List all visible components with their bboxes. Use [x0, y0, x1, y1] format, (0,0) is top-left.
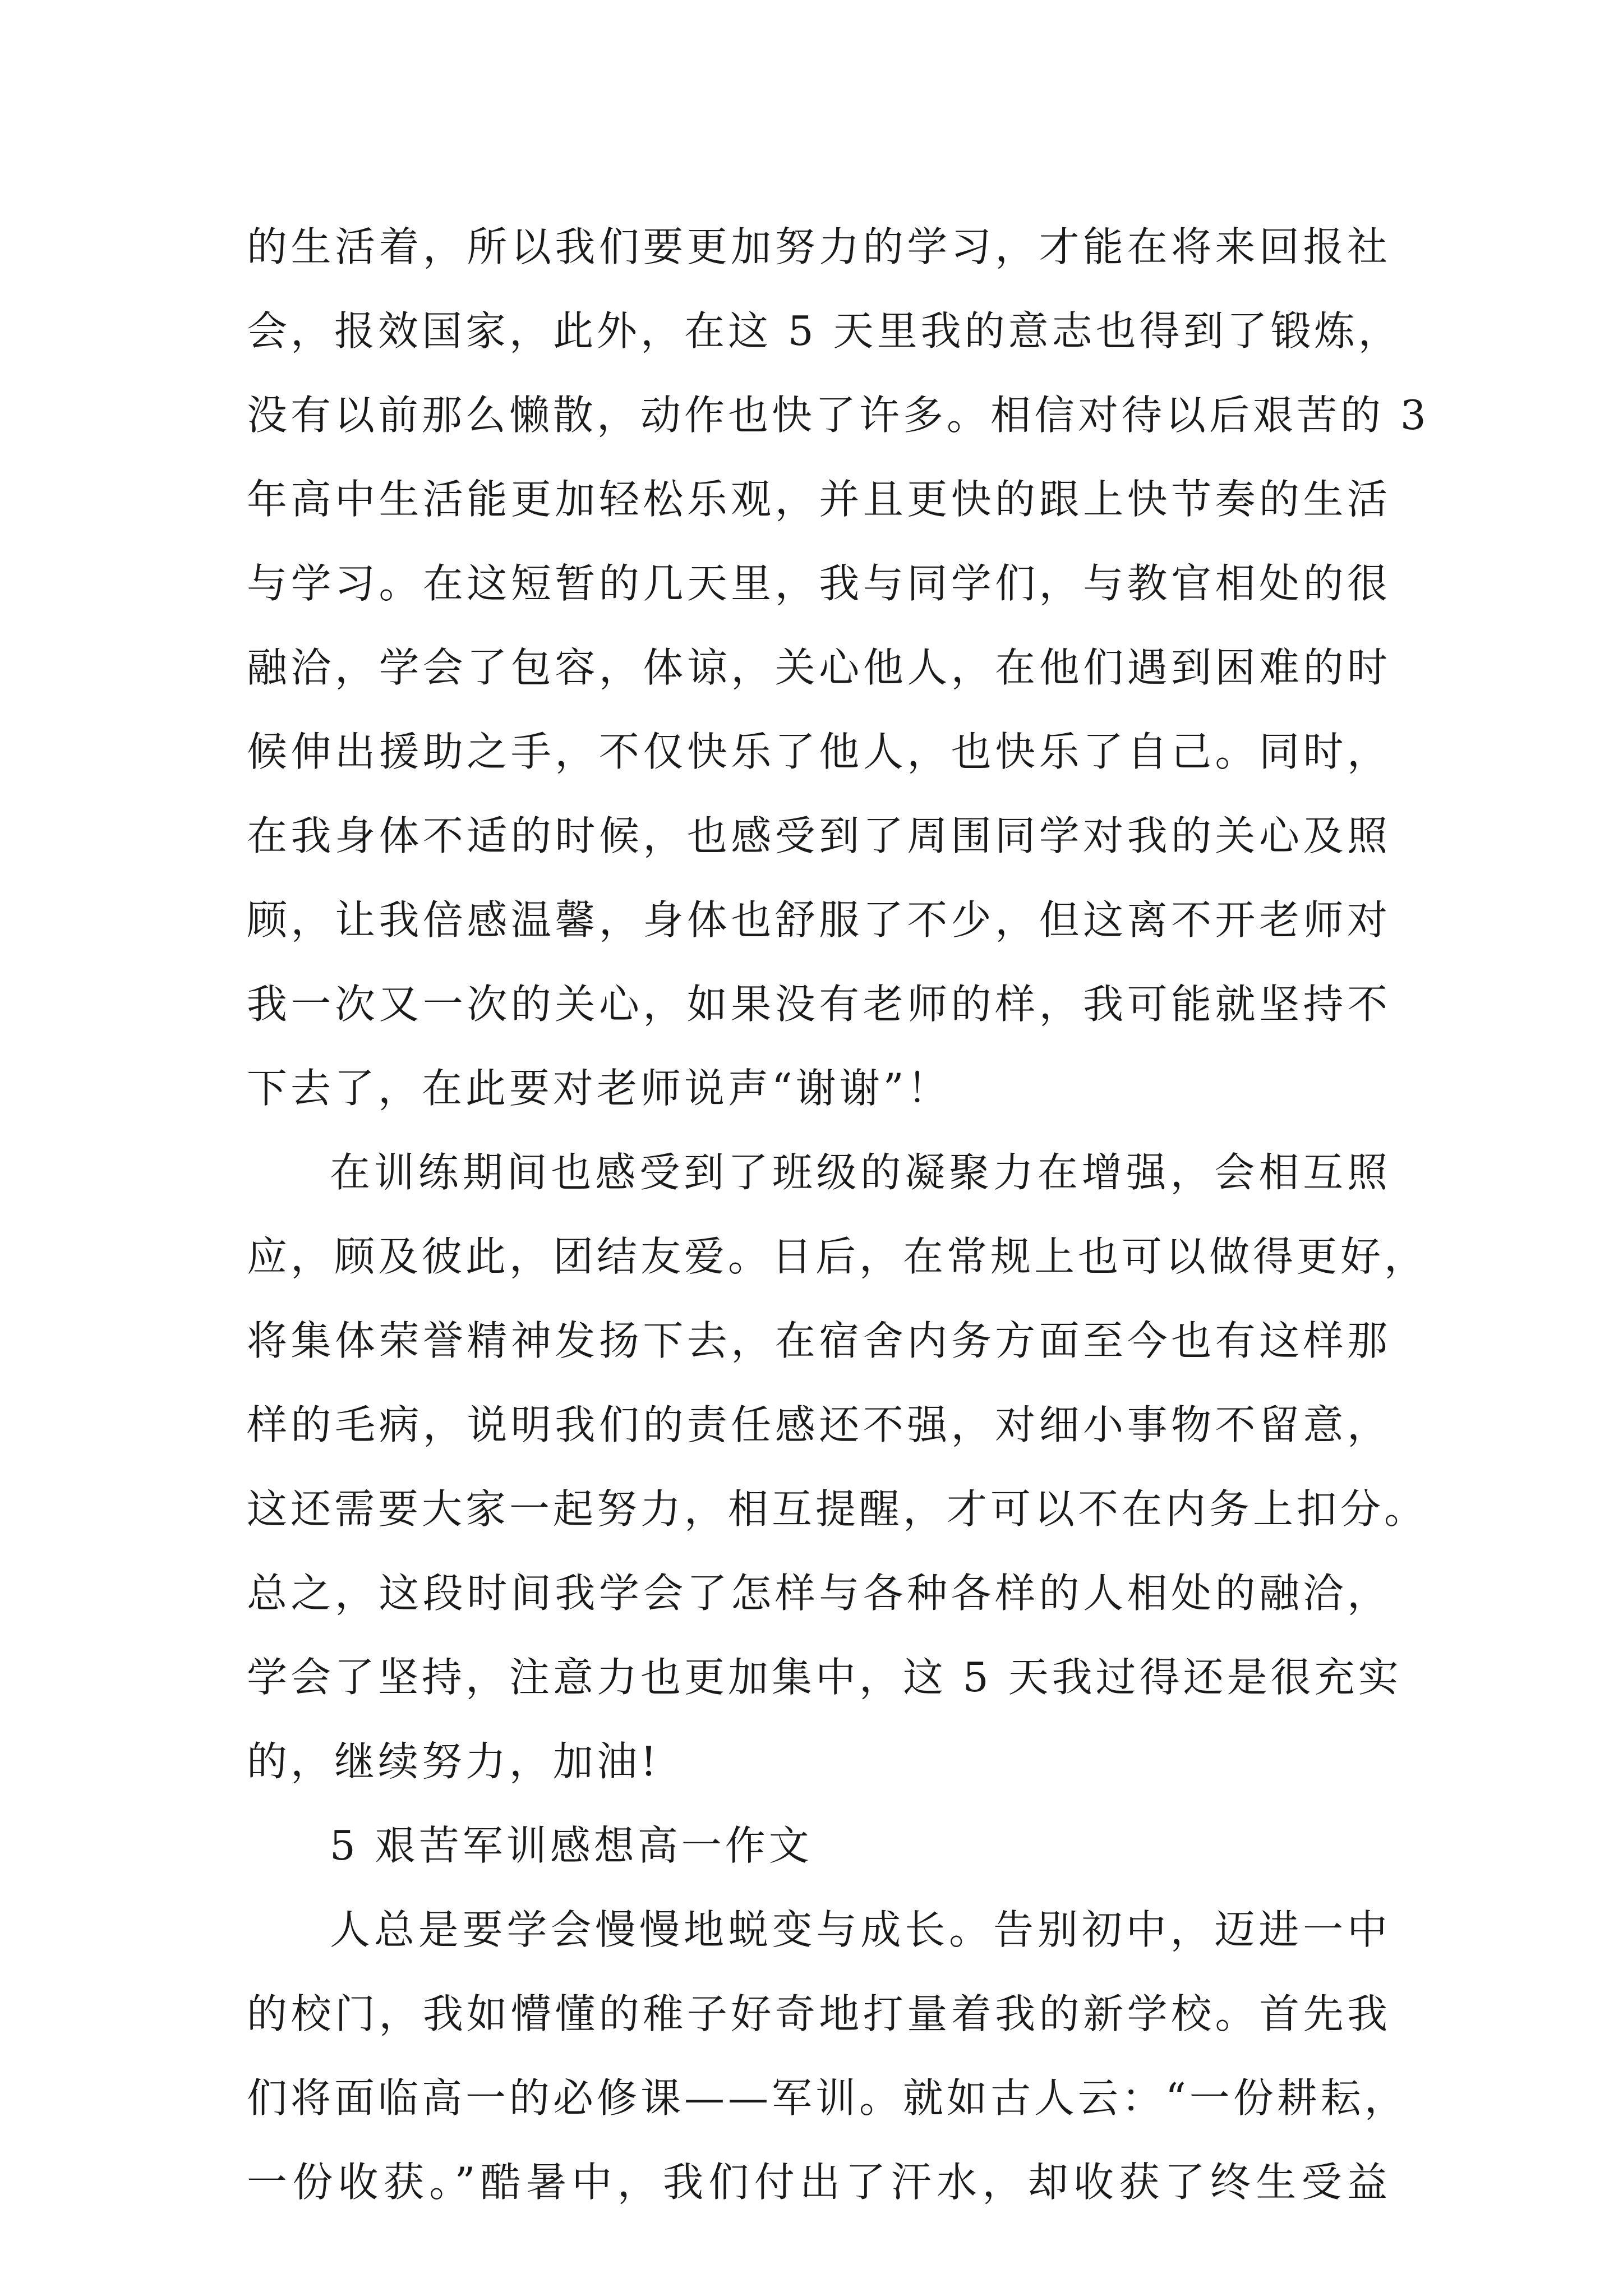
- text-line: 年高中生活能更加轻松乐观，并且更快的跟上快节奏的生活: [247, 476, 1391, 523]
- document-body: [247, 205, 1430, 2224]
- text-line: 应，顾及彼此，团结友爱。日后，在常规上也可以做得更好，: [247, 1233, 1428, 1280]
- section-title: 5 艰苦军训感想高一作文: [330, 1822, 813, 1869]
- text-line: 样的毛病，说明我们的责任感还不强，对细小事物不留意，: [247, 1401, 1391, 1448]
- text-line: 们将面临高一的必修课——军训。就如古人云：“一份耕耘，: [247, 2074, 1408, 2122]
- text-line: 人总是要学会慢慢地蜕变与成长。告别初中，迈进一中: [330, 1906, 1391, 1953]
- text-line: 学会了坚持，注意力也更加集中，这 5 天我过得还是很充实: [247, 1654, 1402, 1701]
- text-line: 与学习。在这短暂的几天里，我与同学们，与教官相处的很: [247, 560, 1391, 607]
- text-line: 总之，这段时间我学会了怎样与各种各样的人相处的融洽，: [247, 1570, 1391, 1617]
- text-line: 会，报效国家，此外，在这 5 天里我的意志也得到了锻炼，: [247, 307, 1402, 355]
- text-line: 的校门，我如懵懂的稚子好奇地打量着我的新学校。首先我: [247, 1990, 1391, 2037]
- text-line: 这还需要大家一起努力，相互提醒，才可以不在内务上扣分。: [247, 1485, 1428, 1533]
- text-line: 我一次又一次的关心，如果没有老师的样，我可能就坚持不: [247, 981, 1391, 1028]
- text-line: 将集体荣誉精神发扬下去，在宿舍内务方面至今也有这样那: [247, 1317, 1391, 1364]
- text-line: 顾，让我倍感温馨，身体也舒服了不少，但这离不开老师对: [247, 896, 1391, 944]
- text-line: 的，继续努力，加油!: [247, 1738, 660, 1785]
- text-line: 没有以前那么懒散，动作也快了许多。相信对待以后艰苦的 3: [247, 392, 1430, 439]
- text-line: 下去了，在此要对老师说声“谢谢”！: [247, 1065, 951, 1112]
- text-line: 在我身体不适的时候，也感受到了周围同学对我的关心及照: [247, 812, 1391, 859]
- text-line: 的生活着，所以我们要更加努力的学习，才能在将来回报社: [247, 223, 1391, 270]
- text-line: 在训练期间也感受到了班级的凝聚力在增强，会相互照: [330, 1149, 1391, 1196]
- text-line: 候伸出援助之手，不仅快乐了他人，也快乐了自己。同时，: [247, 728, 1391, 775]
- text-line: 一份收获。”酷暑中，我们付出了汗水，却收获了终生受益: [247, 2159, 1391, 2206]
- text-line: 融洽，学会了包容，体谅，关心他人，在他们遇到困难的时: [247, 644, 1391, 691]
